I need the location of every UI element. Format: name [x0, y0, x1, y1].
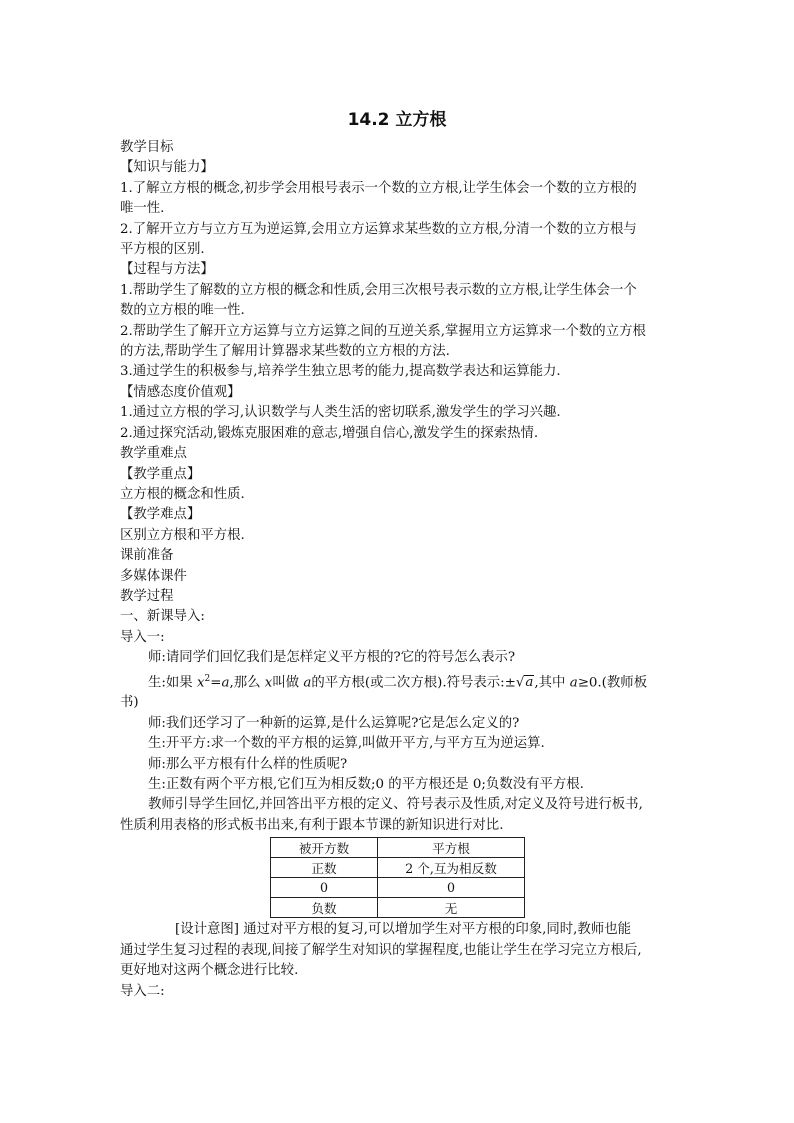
attitude-heading: 【情感态度价值观】	[120, 384, 241, 400]
knowledge-item-2a: 2.了解开立方与立方互为逆运算,会用立方运算求某些数的立方根,分清一个数的立方根与	[120, 221, 637, 237]
square-root-table	[270, 837, 525, 918]
teacher-line-3: 师:那么平方根有什么样的性质呢?	[148, 756, 348, 772]
design-intent-line-2: 通过学生复习过程的表现,间接了解学生对知识的掌握程度,也能让学生在学习完立方根后,	[120, 942, 642, 958]
s1-a2: a	[303, 675, 312, 691]
process-main-heading: 教学过程	[120, 588, 174, 604]
difficulty-heading: 【教学难点】	[120, 507, 201, 523]
process-item-1a: 1.帮助学生了解数的立方根的概念和性质,会用三次根号表示数的立方根,让学生体会一个	[120, 282, 637, 298]
design-intent-line-3: 更好地对这两个概念进行比较.	[120, 963, 299, 979]
guide-line-1: 教师引导学生回忆,并回答出平方根的定义、符号表示及性质,对定义及符号进行板书,	[148, 797, 643, 813]
table-cell: 负数	[271, 898, 378, 918]
process-heading: 【过程与方法】	[120, 262, 214, 278]
s1-pre: 生:如果	[148, 675, 197, 691]
student-line-1	[120, 669, 676, 694]
student-line-3: 生:正数有两个平方根,它们互为相反数;0 的平方根还是 0;负数没有平方根.	[148, 777, 584, 793]
table-cell: 正数	[271, 858, 378, 878]
document-body	[120, 138, 676, 1002]
difficulty-text: 区别立方根和平方根.	[120, 527, 245, 543]
s1-def: 的平方根(或二次方根).符号表示:±	[311, 675, 516, 691]
process-item-2b: 的方法,帮助学生了解用计算器求某些数的立方根的方法.	[120, 344, 450, 360]
key-points-heading: 教学重难点	[120, 446, 187, 462]
table-header-row	[271, 838, 525, 858]
s1-cond: ≥0.(教师板	[577, 675, 648, 691]
student-line-2: 生:开平方:求一个数的平方根的运算,叫做开平方,与平方互为逆运算.	[148, 736, 545, 752]
attitude-item-1: 1.通过立方根的学习,认识数学与人类生活的密切联系,激发学生的学习兴趣.	[120, 405, 561, 421]
table-cell: 0	[378, 878, 525, 898]
knowledge-item-1a: 1.了解立方根的概念,初步学会用根号表示一个数的立方根,让学生体会一个数的立方根的	[120, 180, 637, 196]
table-header-cell: 被开方数	[271, 838, 378, 858]
guide-line-2: 性质利用表格的形式板书出来,有利于跟本节课的新知识进行对比.	[120, 817, 504, 833]
teacher-line-1: 师:请同学们回忆我们是怎样定义平方根的?它的符号怎么表示?	[148, 650, 516, 666]
s1-a: a	[221, 675, 230, 691]
table-cell: 无	[378, 898, 525, 918]
s1-mid: ,那么	[229, 675, 265, 691]
intro-2-heading: 导入二:	[120, 983, 165, 999]
knowledge-heading: 【知识与能力】	[120, 160, 214, 176]
goals-heading: 教学目标	[120, 140, 174, 155]
focus-heading: 【教学重点】	[120, 466, 201, 482]
table-header-cell: 平方根	[378, 838, 525, 858]
process-item-3: 3.通过学生的积极参与,培养学生独立思考的能力,提高数学表达和运算能力.	[120, 364, 561, 380]
table-row	[271, 878, 525, 898]
teacher-line-2: 师:我们还学习了一种新的运算,是什么运算呢?它是怎么定义的?	[148, 715, 520, 731]
intro-1-heading: 导入一:	[120, 629, 165, 645]
s1-x: x	[196, 675, 205, 691]
prep-item: 多媒体课件	[120, 568, 187, 584]
s1-where: ,其中	[534, 675, 570, 691]
process-item-2a: 2.帮助学生了解开立方运算与立方运算之间的互逆关系,掌握用立方运算求一个数的立方根	[120, 323, 646, 339]
s1-x2: x	[264, 675, 273, 691]
sqrt-icon: √	[515, 675, 525, 691]
section-1-heading: 一、新课导入:	[120, 609, 205, 625]
student-line-1-tail: 书)	[120, 695, 139, 711]
s1-radicand: a	[525, 675, 534, 691]
process-item-1b: 数的立方根的唯一性.	[120, 303, 245, 319]
s1-eq: =	[210, 675, 222, 691]
table-row	[271, 858, 525, 878]
focus-text: 立方根的概念和性质.	[120, 486, 245, 502]
attitude-item-2: 2.通过探究活动,锻炼克服困难的意志,增强自信心,激发学生的探索热情.	[120, 425, 539, 441]
table-cell: 0	[271, 878, 378, 898]
knowledge-item-1b: 唯一性.	[120, 201, 165, 217]
table-row	[271, 898, 525, 918]
s1-a3: a	[569, 675, 578, 691]
knowledge-item-2b: 平方根的区别.	[120, 242, 205, 258]
table-cell: 2 个,互为相反数	[378, 858, 525, 878]
document-title: 14.2 立方根	[347, 110, 447, 130]
s1-call: 叫做	[272, 675, 304, 691]
prep-heading: 课前准备	[120, 548, 174, 564]
design-intent-line-1: [设计意图] 通过对平方根的复习,可以增加学生对平方根的印象,同时,教师也能	[175, 922, 631, 938]
s1-sup: 2	[204, 673, 211, 684]
